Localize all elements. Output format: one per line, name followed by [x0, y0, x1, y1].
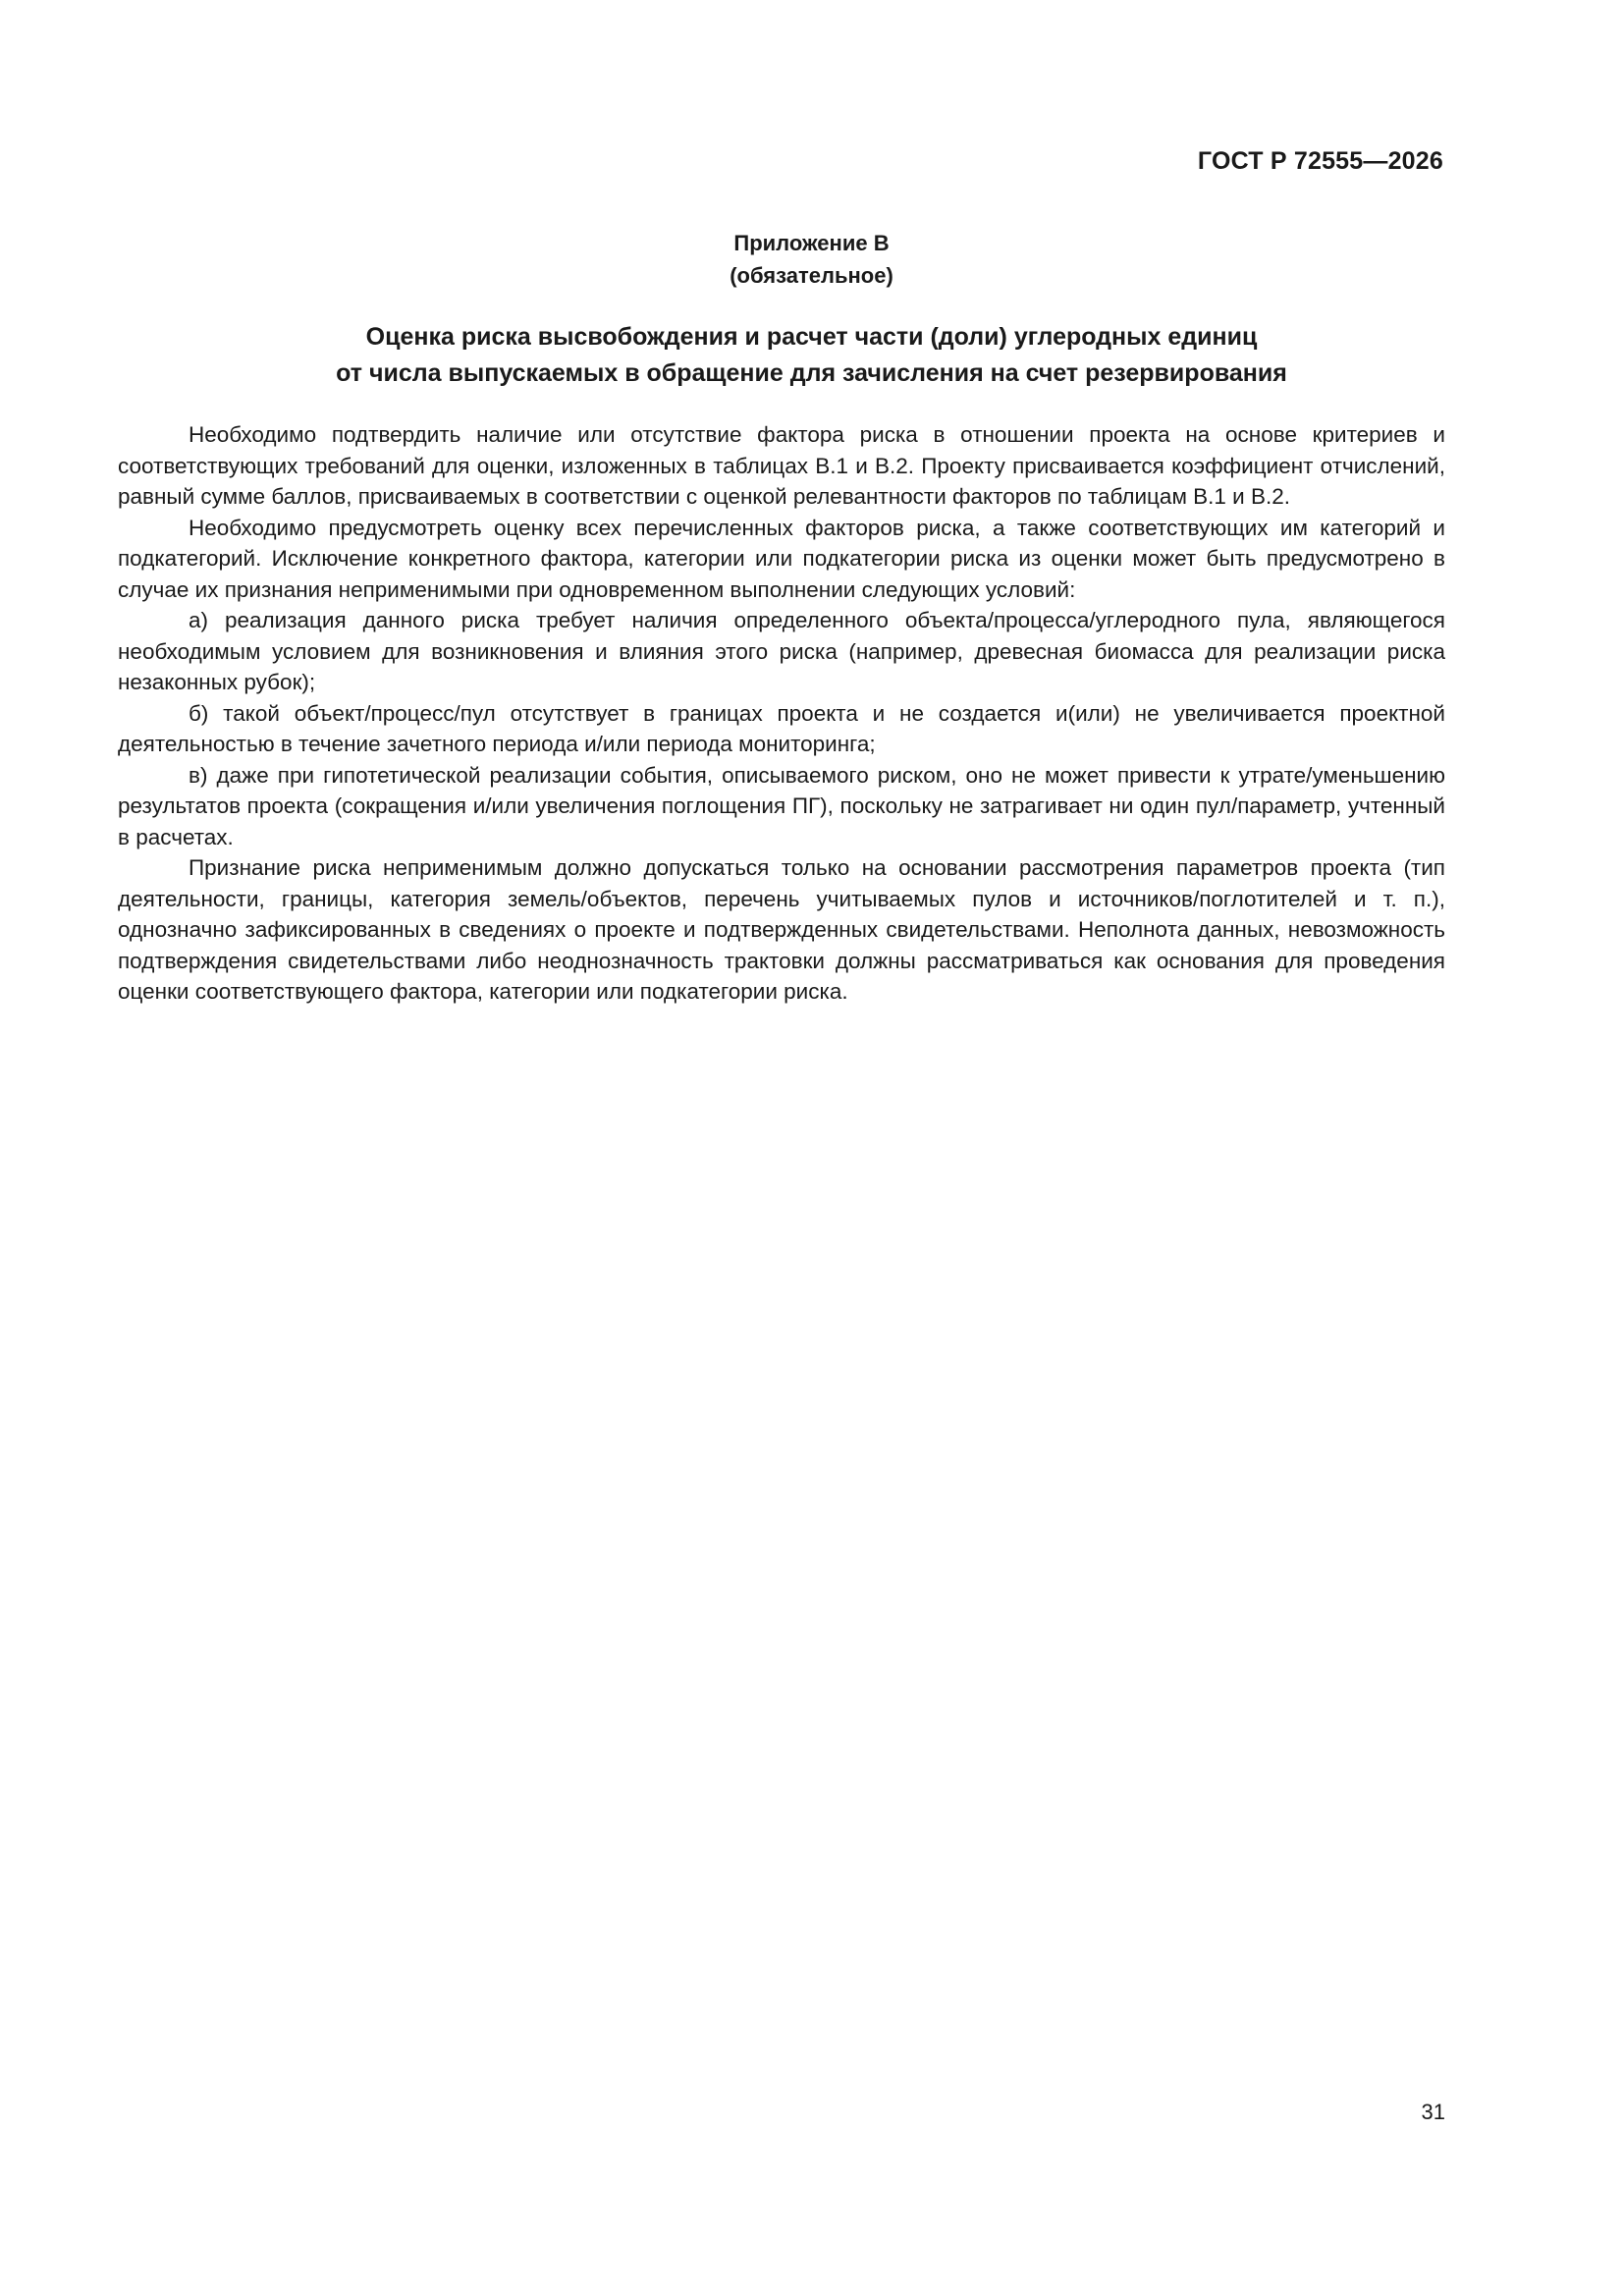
paragraph: Необходимо предусмотреть оценку всех перечисленных факторов риска, а также соответствующих им категорий и подкатегорий. Исключение конкретного фактора, категории или подкатегории риска из оценки может быть предусмотрено в случае их признания неприменимыми при одновременном выполнении следующих условий: [118, 515, 1445, 602]
document-number: ГОСТ Р 72555—2026 [1197, 147, 1443, 175]
section-title [0, 319, 1623, 392]
list-item-b: б) такой объект/процесс/пул отсутствует в границах проекта и не создается и(или) не увеличивается проектной деятельностью в течение зачетного периода и/или периода мониторинга; [118, 700, 1445, 756]
list-item-v: в) даже при гипотетической реализации события, описываемого риском, оно не может привести к утрате/уменьшению результатов проекта (сокращения и/или увеличения поглощения ПГ), поскольку не затрагивает ни один пул/параметр, учтенный в расчетах. [118, 762, 1445, 849]
appendix-heading [0, 227, 1623, 292]
paragraph: Необходимо подтвердить наличие или отсутствие фактора риска в отношении проекта на основе критериев и соответствующих требований для оценки, изложенных в таблицах В.1 и В.2. Проекту присваивается коэффициент отчислений, равный сумме баллов, присваиваемых в соответствии с оценкой релевантности факторов по таблицам В.1 и В.2. [118, 422, 1445, 509]
paragraph: Признание риска неприменимым должно допускаться только на основании рассмотрения параметров проекта (тип деятельности, границы, категория земель/объектов, перечень учитываемых пулов и источников/поглотителей и т. п.), однозначно зафиксированных в сведениях о проекте и подтвержденных свидетельствами. Неполнота данных, невозможность подтверждения свидетельствами либо неоднозначность трактовки должны рассматриваться как основания для проведения оценки соответствующего фактора, категории или подкатегории риска. [118, 855, 1445, 1004]
page-number: 31 [1421, 2100, 1445, 2124]
list-item-a: а) реализация данного риска требует наличия определенного объекта/процесса/углеродного пула, являющегося необходимым условием для возникновения и влияния этого риска (например, древесная биомасса для реализации риска незаконных рубок); [118, 608, 1445, 694]
section-title-line-2: от числа выпускаемых в обращение для зачисления на счет резервирования [336, 359, 1287, 387]
appendix-title: Приложение В [733, 231, 890, 255]
body-text [118, 419, 1445, 1008]
appendix-status: (обязательное) [730, 263, 893, 288]
section-title-line-1: Оценка риска высвобождения и расчет части (доли) углеродных единиц [365, 323, 1258, 351]
